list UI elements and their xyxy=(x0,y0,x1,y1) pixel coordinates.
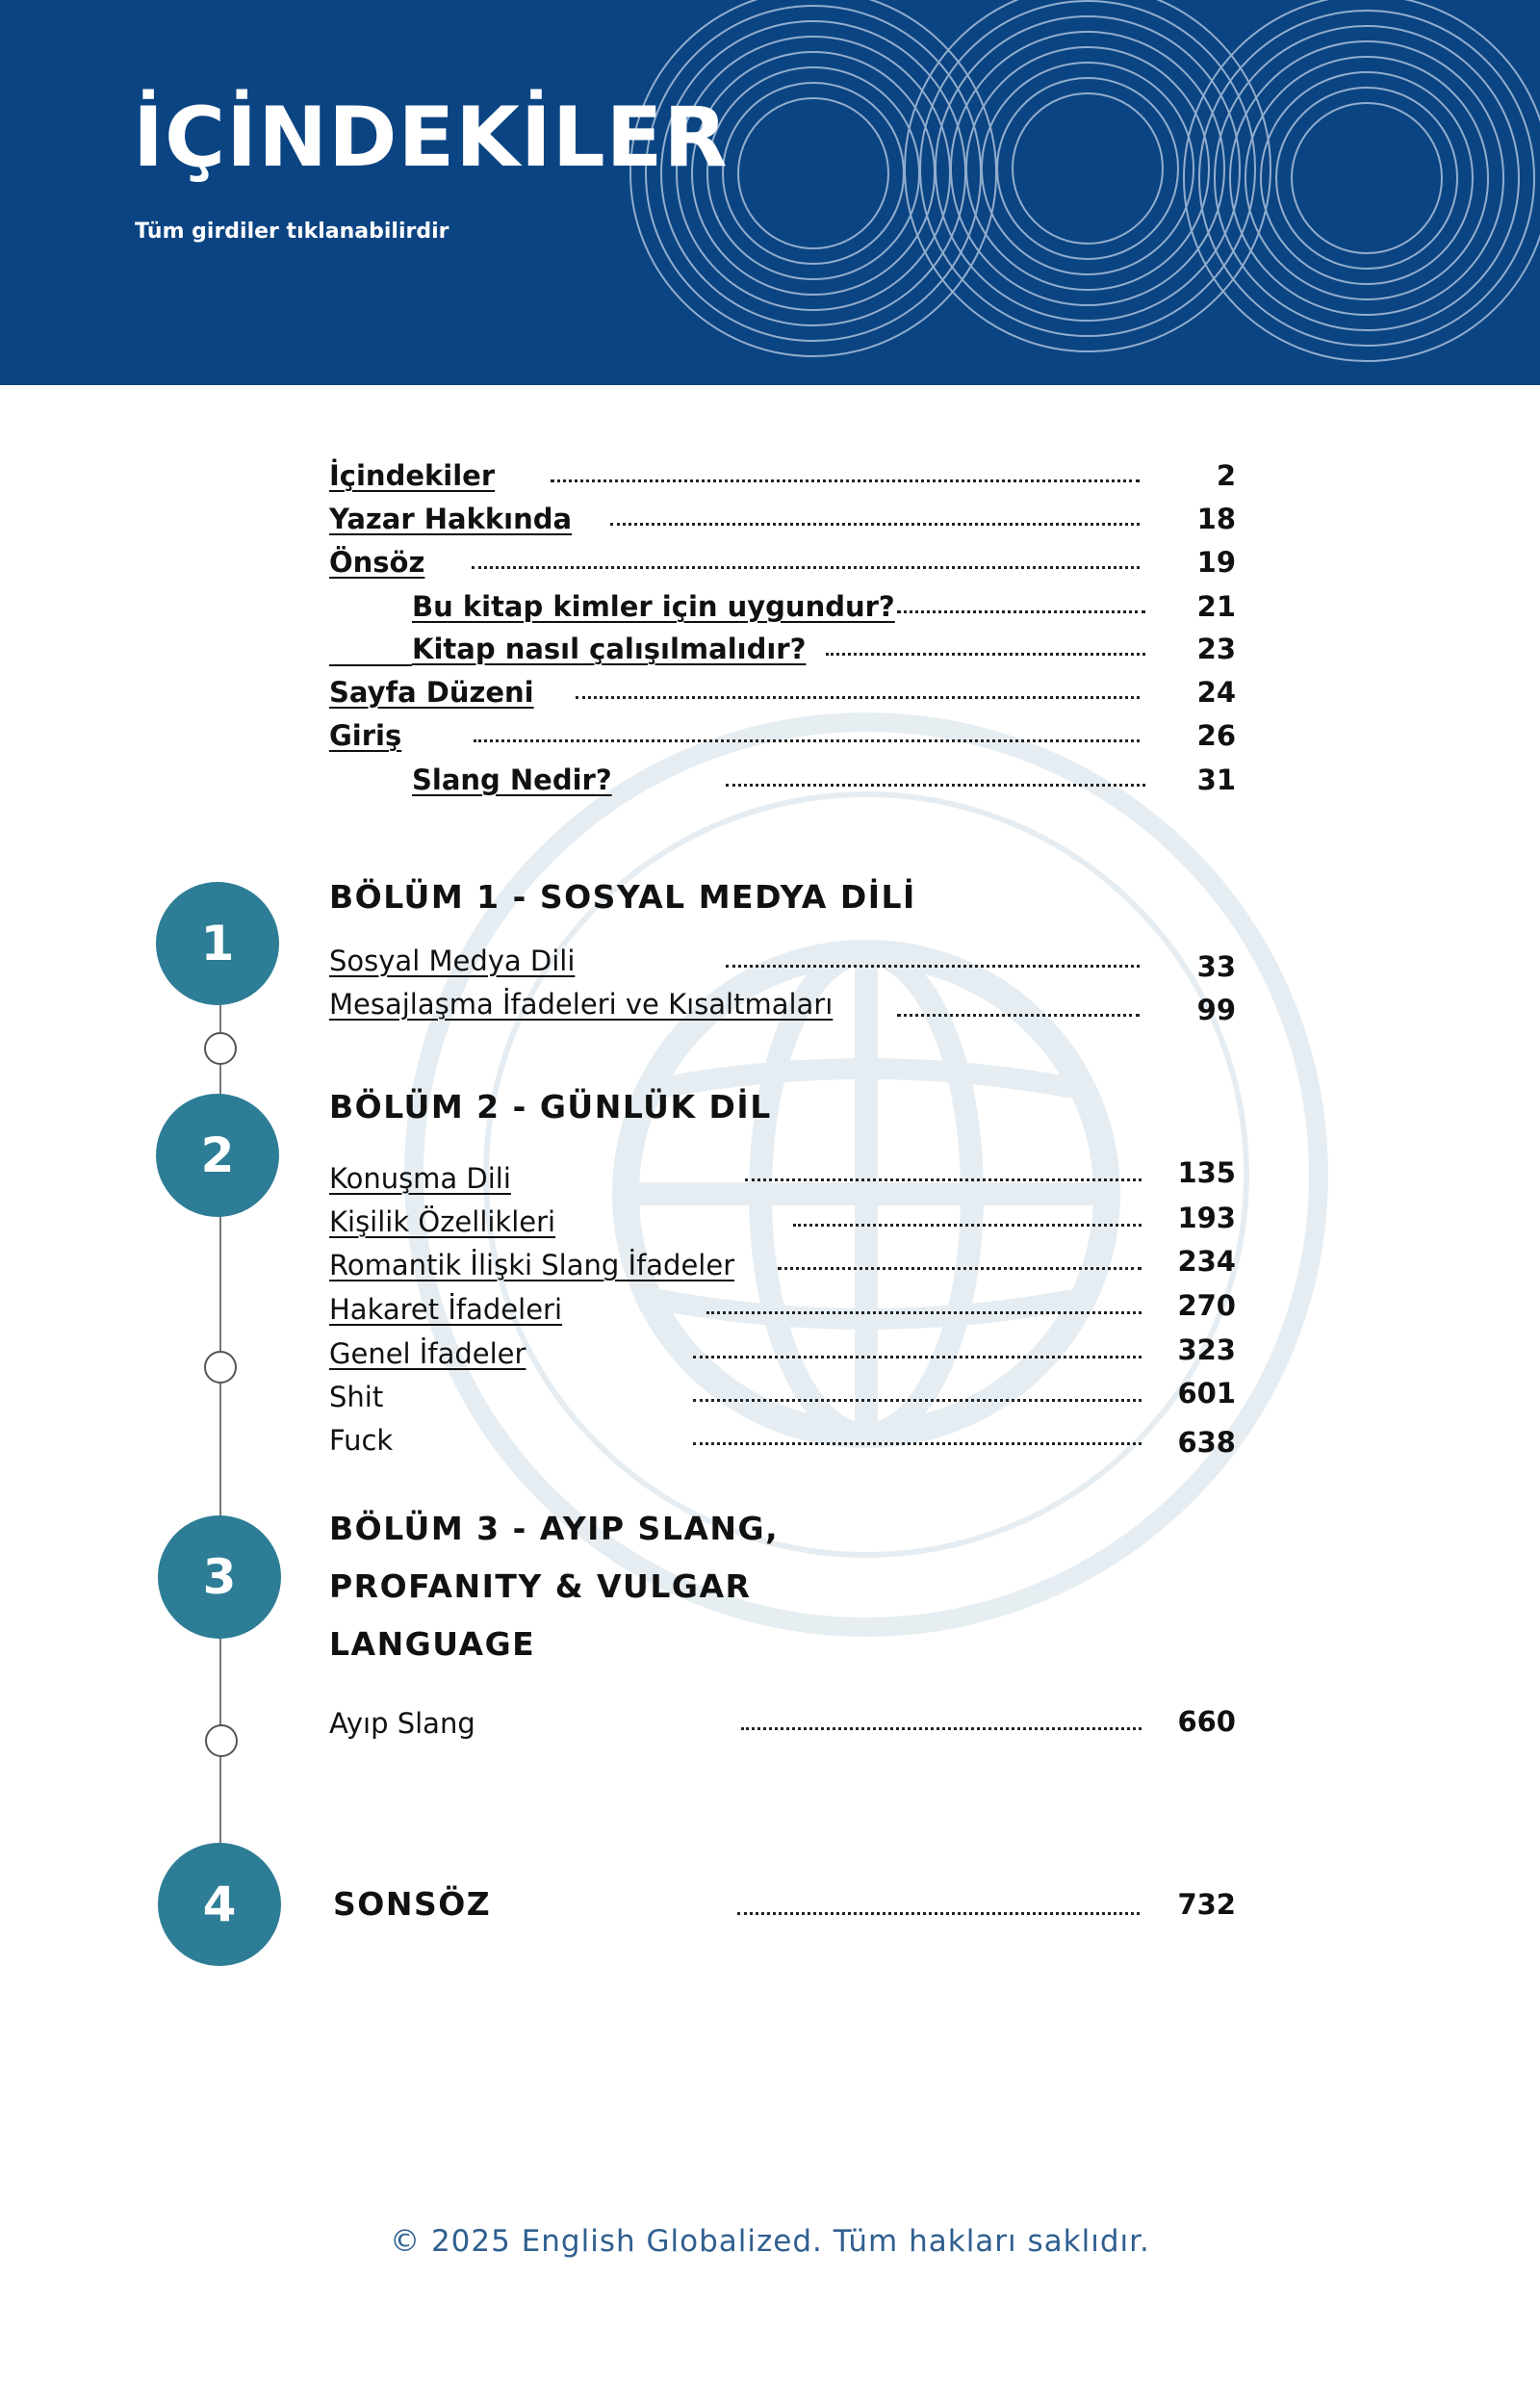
toc-item-page: 99 xyxy=(1196,994,1236,1026)
dot-leader xyxy=(693,1399,1142,1402)
toc-item-page: 323 xyxy=(1177,1333,1236,1366)
section-title-3-line-1: BÖLÜM 3 - AYIP SLANG, xyxy=(329,1510,780,1547)
dot-leader xyxy=(737,1912,1140,1915)
toc-item-label[interactable]: İçindekiler xyxy=(329,459,496,492)
dot-leader xyxy=(693,1442,1142,1445)
toc-item-page: 23 xyxy=(1196,633,1236,665)
toc-item-page: 193 xyxy=(1177,1202,1236,1234)
dot-leader xyxy=(897,1014,1140,1017)
section-title-3-line-3: LANGUAGE xyxy=(329,1625,536,1663)
dot-leader xyxy=(726,965,1140,968)
toc-item-page: 24 xyxy=(1196,676,1236,709)
toc-item-page: 21 xyxy=(1196,590,1236,623)
dot-leader xyxy=(826,653,1145,656)
section-badge-3: 3 xyxy=(158,1515,281,1639)
toc-item-romantik[interactable] xyxy=(329,1245,1236,1282)
toc-item-page: 732 xyxy=(1177,1888,1236,1921)
toc-item-mesajlasma[interactable] xyxy=(329,987,1236,1026)
toc-item-sosyal-medya-dili[interactable] xyxy=(329,944,1236,983)
dot-leader xyxy=(778,1267,1142,1270)
toc-item-kisilik[interactable] xyxy=(329,1204,1236,1239)
section-title-2: BÖLÜM 2 - GÜNLÜK DİL xyxy=(329,1088,772,1126)
toc-item-label[interactable]: Romantik İlişki Slang İfadeler xyxy=(329,1249,735,1281)
toc-item-label[interactable]: Konuşma Dili xyxy=(329,1162,511,1195)
toc-item-page: 270 xyxy=(1177,1289,1236,1322)
dot-leader xyxy=(576,696,1140,699)
toc-item-slang-nedir[interactable] xyxy=(412,763,1236,797)
toc-item-fuck[interactable] xyxy=(329,1423,1236,1458)
toc-item-label[interactable]: Hakaret İfadeleri xyxy=(329,1293,563,1326)
indent-underline xyxy=(329,664,412,666)
toc-item-page: 19 xyxy=(1196,546,1236,579)
toc-item-page: 638 xyxy=(1177,1426,1236,1459)
toc-item-page: 31 xyxy=(1196,764,1236,796)
dot-leader xyxy=(610,523,1140,526)
toc-item-page: 2 xyxy=(1216,459,1236,492)
toc-item-sayfa-duzeni[interactable] xyxy=(329,675,1236,710)
toc-item-page: 234 xyxy=(1177,1245,1236,1278)
toc-item-konusma-dili[interactable] xyxy=(329,1156,1236,1196)
concentric-rings-decoration xyxy=(0,0,1540,385)
toc-item-label[interactable]: Kişilik Özellikleri xyxy=(329,1205,556,1238)
toc-item-label[interactable]: Genel İfadeler xyxy=(329,1337,526,1370)
dot-leader xyxy=(897,610,1145,613)
section-badge-2: 2 xyxy=(156,1094,279,1217)
section-title-1: BÖLÜM 1 - SOSYAL MEDYA DİLİ xyxy=(329,878,916,916)
toc-item-shit[interactable] xyxy=(329,1377,1236,1414)
section-title-4[interactable]: SONSÖZ xyxy=(333,1885,492,1923)
toc-item-label[interactable]: Sosyal Medya Dili xyxy=(329,945,576,977)
dot-leader xyxy=(793,1224,1142,1227)
toc-item-page: 601 xyxy=(1177,1377,1236,1410)
page-subtitle: Tüm girdiler tıklanabilirdir xyxy=(135,220,449,244)
dot-leader xyxy=(551,479,1140,482)
timeline-node xyxy=(204,1032,237,1065)
section-title-3-line-2: PROFANITY & VULGAR xyxy=(329,1567,752,1605)
toc-item-yazar-hakkinda[interactable] xyxy=(329,502,1236,536)
toc-item-label[interactable]: Kitap nasıl çalışılmalıdır? xyxy=(412,633,807,665)
section-badge-1: 1 xyxy=(156,882,279,1005)
toc-item-label[interactable]: Mesajlaşma İfadeleri ve Kısaltmaları xyxy=(329,988,834,1021)
copyright-footer: © 2025 English Globalized. Tüm hakları saklıdır. xyxy=(390,2224,1150,2259)
toc-item-label[interactable]: Bu kitap kimler için uygundur? xyxy=(412,590,895,623)
toc-item-page: 135 xyxy=(1177,1156,1236,1189)
toc-item-page: 660 xyxy=(1177,1705,1236,1738)
section-badge-4: 4 xyxy=(158,1843,281,1966)
dot-leader xyxy=(706,1311,1142,1314)
dot-leader xyxy=(741,1727,1142,1730)
dot-leader xyxy=(693,1356,1142,1359)
dot-leader xyxy=(745,1178,1142,1181)
toc-item-page: 26 xyxy=(1196,719,1236,752)
toc-item-kimler-icin[interactable] xyxy=(412,589,1236,624)
toc-item-hakaret[interactable] xyxy=(329,1289,1236,1327)
toc-item-label[interactable]: Fuck xyxy=(329,1424,394,1457)
toc-item-label[interactable]: Shit xyxy=(329,1381,384,1413)
toc-item-nasil-calisilmali[interactable] xyxy=(412,632,1236,666)
toc-item-sonsoz[interactable] xyxy=(333,1887,1236,1922)
page-title: İÇİNDEKİLER xyxy=(133,90,729,186)
header-banner xyxy=(0,0,1540,385)
toc-item-label[interactable]: Yazar Hakkında xyxy=(329,503,573,535)
toc-item-genel[interactable] xyxy=(329,1333,1236,1371)
toc-item-label[interactable]: Sayfa Düzeni xyxy=(329,676,534,709)
dot-leader xyxy=(726,784,1145,787)
toc-item-page: 18 xyxy=(1196,503,1236,535)
timeline-node xyxy=(204,1351,237,1384)
toc-item-label[interactable]: Giriş xyxy=(329,719,402,752)
toc-item-label[interactable]: Slang Nedir? xyxy=(412,764,612,796)
toc-item-label[interactable]: Önsöz xyxy=(329,546,425,579)
toc-item-icindekiler[interactable] xyxy=(329,458,1236,493)
toc-item-onsoz[interactable] xyxy=(329,545,1236,580)
toc-item-ayip-slang[interactable] xyxy=(329,1706,1236,1741)
dot-leader xyxy=(474,739,1140,742)
dot-leader xyxy=(472,566,1140,569)
toc-item-label[interactable]: Ayıp Slang xyxy=(329,1707,475,1740)
timeline-node xyxy=(205,1724,238,1757)
section-title-3 xyxy=(329,1500,779,1673)
toc-item-giris[interactable] xyxy=(329,718,1236,753)
toc-item-page: 33 xyxy=(1196,950,1236,983)
